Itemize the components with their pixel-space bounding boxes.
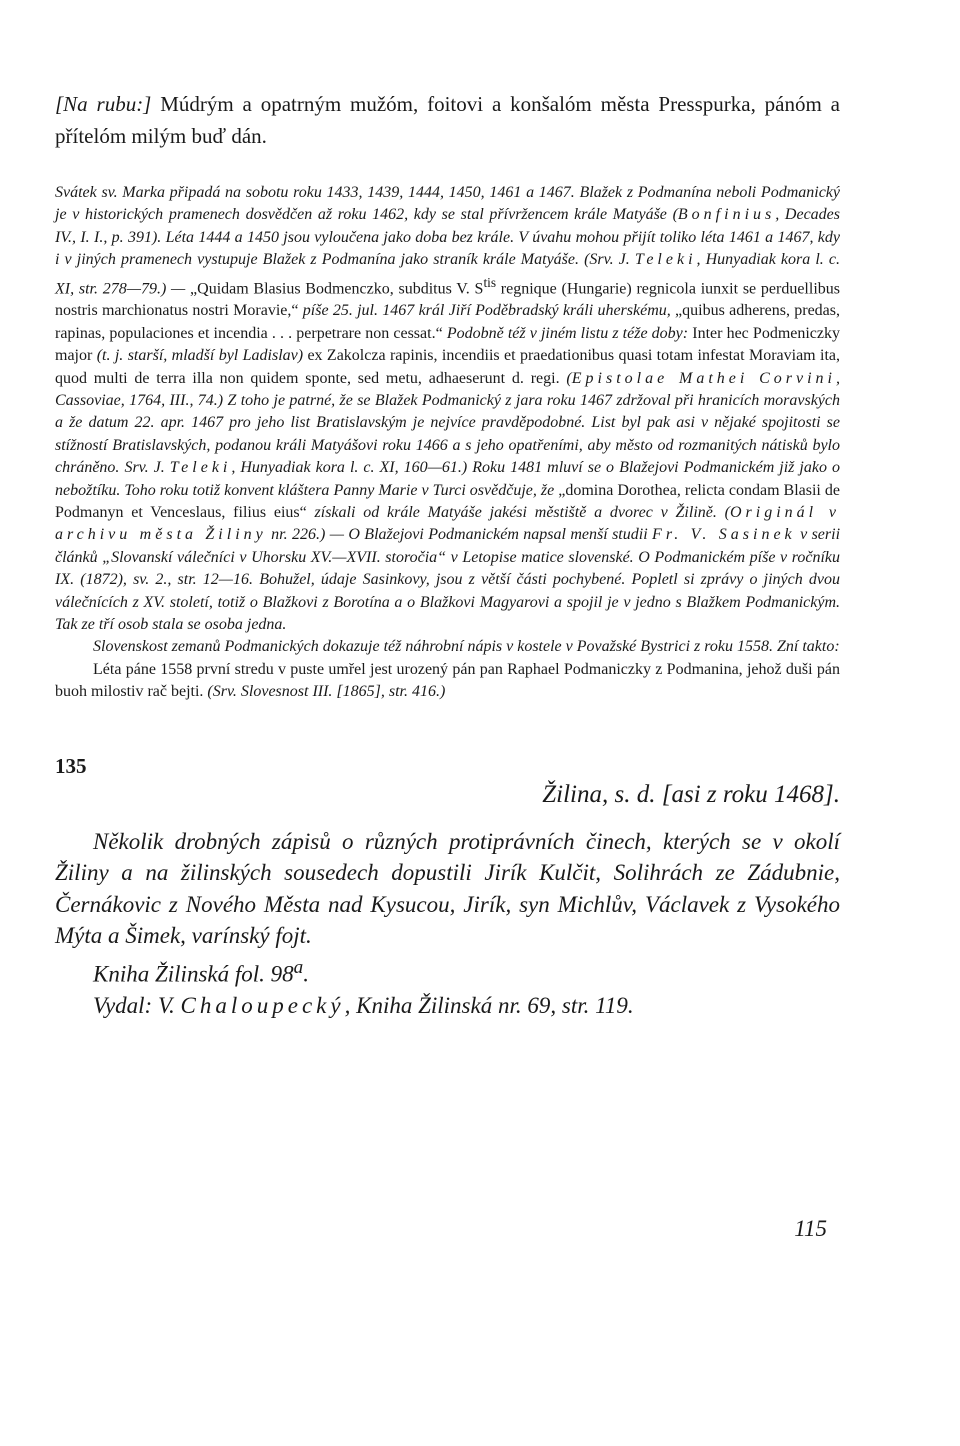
page-number: 115 xyxy=(794,1216,827,1241)
commentary-paragraph-1 xyxy=(55,182,840,636)
note-text: nr. 226.) — O Blažejovi Podmanickém napsal menší studii xyxy=(266,526,653,544)
document-number: 135 xyxy=(55,753,87,778)
address-prefix: [Na rubu:] xyxy=(55,92,152,116)
note-source: Originál v archivu města Žiliny xyxy=(55,504,841,544)
source-book-end: . xyxy=(303,961,309,987)
inscription-text: Léta páne 1558 první stredu v puste umřel jest urozený pán pan Raphael Podmaniczky z Podmanina, jehož duši pán buoh milostiv rač bejti. xyxy=(55,660,840,701)
superscript: tis xyxy=(483,274,497,290)
note-text: získali od krále Matyáše jakési městiště a dvorec v Žilině. ( xyxy=(306,504,730,522)
source-book: Kniha Žilinská fol. 98 xyxy=(93,961,294,987)
note-text: , Hunyadiak kora l. c. XI, 160—61.) Roku 1481 mluví se o Blažejovi Podmanickém již jako o nebožtíku. Toho roku totiž konvent kláštera Panny Marie v Turci osvědčuje, že xyxy=(55,459,840,499)
note-text: , Hunyadiak kora l. c. XI, str. 278—79.) — xyxy=(55,251,841,297)
latin-quote: Inter hec Podmeniczky major xyxy=(55,324,841,365)
place-date: Žilina, s. d. [asi z roku 1468]. xyxy=(542,780,840,808)
latin-quote: regnique (Hungarie) regnicola iunxit se perduellibus nostris marchionatus nostri Moravie,“ xyxy=(55,279,840,320)
latin-quote: „Quidam Blasius Bodmenczko, subditus V. S xyxy=(190,279,484,297)
commentary-paragraph-2 xyxy=(55,636,840,658)
source-reference xyxy=(55,952,840,990)
note-text: , Decades IV., I. I., p. 391). Léta 1444 a 1450 jsou vyloučena jako doba bez krále. V úvahu mohou přijít toliko léta 1461 a 1467, kdy i v jiných pramenech vystupuje Blažek z Podmanína jako straník krále Matyáše. (Srv. J. xyxy=(55,206,840,269)
commentary xyxy=(55,182,840,704)
note-text: v serii článků „Slovanskí válečníci v Uhorsku XV.—XVII. storočia“ v Letopise matice slovenské. O Podmanickém píše v ročníku IX. (1872), sv. 2., str. 12—16. Bohužel, údaje Sasinkovy, jsou z větší části pochybené. Popletl si zprávy o jiných dvou válečnících z XV. století, totiž o Blažkovi z Borotína a o Blažkovi Magyarovi a spojil je v jedno s Blažkem Podmanickým. Tak ze tří osob stala se osoba jedna. xyxy=(55,526,841,634)
note-text: píše 25. jul. 1467 král Jiří Poděbradský králi uherskému, xyxy=(298,302,676,320)
commentary-paragraph-3 xyxy=(55,659,840,704)
note-text: Podobně též v jiném listu z téže doby: xyxy=(442,324,693,342)
note-author: Teleki xyxy=(634,251,697,269)
edition-author: Chaloupecký xyxy=(180,992,345,1018)
edition-prefix: Vydal: V. xyxy=(93,992,181,1018)
note-text: Svátek sv. Marka připadá na sobotu roku 1433, 1439, 1444, 1450, 1461 a 1467. Blažek z Podmanína neboli Podmanický je v historických pramenech dosvědčen až roku 1462, kdy se stal přívržencem krále Matyáše ( xyxy=(55,184,840,224)
note-author: Teleki xyxy=(169,459,232,477)
edition-rest: , Kniha Žilinská nr. 69, str. 119. xyxy=(344,992,634,1018)
regest xyxy=(55,826,840,952)
note-text: ( xyxy=(559,369,572,387)
note-source: Epistolae Mathei Corvini xyxy=(571,369,837,387)
note-text: , Cassoviae, 1764, III., 74.) Z toho je patrné, že se Blažek Podmanický z jara roku 1467 zdržoval při hranicích moravských a že datum 22. apr. 1467 pro jeho list Bratislavským je nejvíce pravděpodobné. List byl pak asi v nějaké spojitosti se stížností Bratislavských, podanou králi Matyášovi roku 1466 a s jeho opatřeními, aby město od rozmanitých nátisků bylo chráněno. Srv. J. xyxy=(55,369,841,477)
note-author: Fr. V. Sasinek xyxy=(652,526,796,544)
edition-reference xyxy=(55,990,840,1022)
superscript: a xyxy=(293,956,304,978)
note-text: (t. j. starší, mladší byl Ladislav) xyxy=(92,347,308,365)
address-text: Múdrým a opatrným mužóm, foitovi a konšalóm města Presspurka, pánóm a přítelóm milým buď dán. xyxy=(55,92,840,148)
regest-text: Několik drobných zápisů o různých protiprávních činech, kterých se v okolí Žiliny a na žilinských sousedech dopustili Jirík Kulčit, Solihrách ze Zádubnie, Černákovic z Nového Města nad Kysucou, Jirík, syn Michlův, Václavek z Vysokého Mýta a Šimek, varínský fojt. xyxy=(55,828,840,949)
latin-quote: „domina Dorothea, relicta condam Blasii de Podmanyn et Venceslaus, filius eius“ xyxy=(55,481,840,522)
latin-quote: ex Zakolcza rapinis, incendiis et praedationibus quasi totam infestat Moraviam ita, quod multi de terra illa non quidem sponte, sed metu, adhaeserunt d. regi. xyxy=(55,347,840,387)
address-note xyxy=(55,88,840,152)
note-citation: (Srv. Slovesnost III. [1865], str. 416.) xyxy=(203,683,446,701)
document-page xyxy=(55,88,840,1021)
latin-quote: „quibus adherens, predas, rapinas, populaciones et incendia . . . perpetrare non cessat.“ xyxy=(55,302,841,342)
note-text: Slovenskost zemanů Podmanických dokazuje též náhrobní nápis v kostele v Považské Bystrici z roku 1558. Zní takto: xyxy=(93,638,840,656)
note-author: Bonfinius xyxy=(677,206,776,224)
